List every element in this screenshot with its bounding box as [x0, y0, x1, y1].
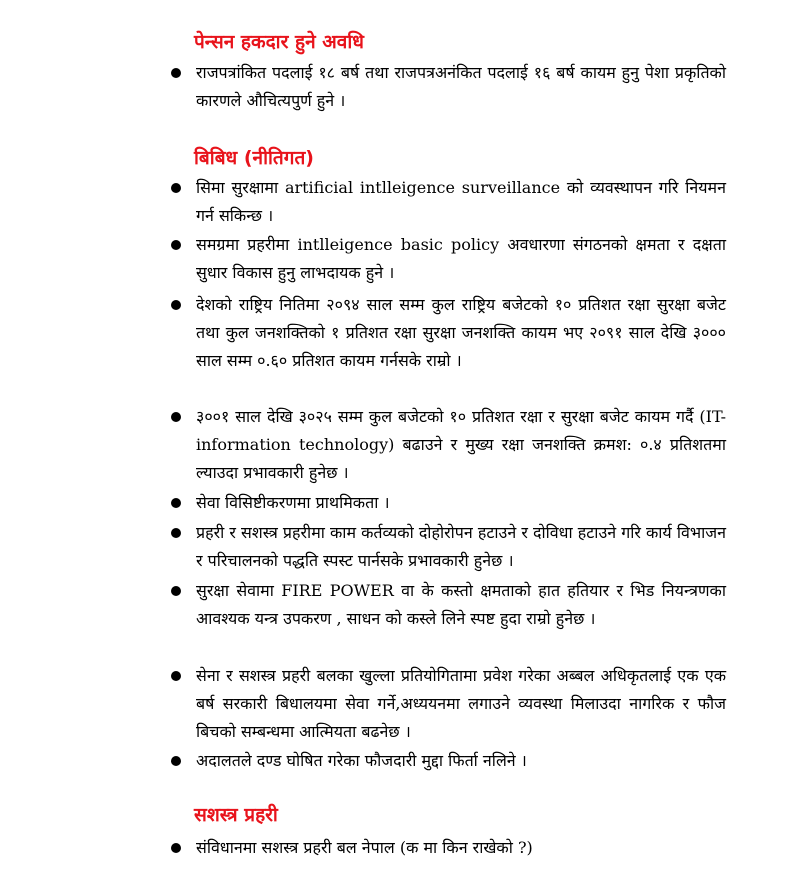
- bullet-icon: [171, 586, 181, 596]
- section-heading-armed-police: सशस्त्र प्रहरी: [194, 804, 278, 826]
- list-item: अदालतले दण्ड घोषित गरेका फौजदारी मुद्दा फिर्ता नलिने ।: [196, 751, 527, 770]
- list-item: प्रहरी र सशस्त्र प्रहरीमा काम कर्तव्यको दोहोरोपन हटाउने र दोविधा हटाउने गरि कार्य विभाजन र परिचालनको पद्धति स्पस्ट पार्नसके प्रभावकारी हुनेछ ।: [196, 523, 726, 570]
- bullet-icon: [171, 300, 181, 310]
- bullet-icon: [171, 412, 181, 422]
- bullet-icon: [171, 843, 181, 853]
- bullet-icon: [171, 756, 181, 766]
- list-item: सेवा विसिष्टीकरणमा प्राथमिकता ।: [196, 493, 390, 512]
- list-item: सुरक्षा सेवामा FIRE POWER वा के कस्तो क्षमताको हात हतियार र भिड नियन्त्रणका आवश्यक यन्त्र उपकरण , साधन को कस्ले लिने स्पष्ट हुदा राम्रो हुनेछ ।: [196, 581, 726, 628]
- list-item: सिमा सुरक्षामा artificial intlleigence surveillance को व्यवस्थापन गरि नियमन गर्न सकिन्छ ।: [196, 178, 726, 225]
- list-item: सेना र सशस्त्र प्रहरी बलका खुल्ला प्रतियोगितामा प्रवेश गरेका अब्बल अधिकृतलाई एक एक बर्ष सरकारी बिधालयमा सेवा गर्ने,अध्ययनमा लगाउने व्यवस्था मिलाउदा नागरिक र फौज बिचको सम्बन्धमा आत्मियता बढनेछ ।: [196, 666, 726, 741]
- bullet-icon: [171, 528, 181, 538]
- bullet-icon: [171, 240, 181, 250]
- section-heading-miscellaneous-policy: बिबिध (नीतिगत): [194, 147, 314, 169]
- bullet-icon: [171, 183, 181, 193]
- list-item: ३००१ साल देखि ३०२५ सम्म कुल बजेटको १० प्रतिशत रक्षा र सुरक्षा बजेट कायम गर्दै (IT- information technology) बढाउने र मुख्य रक्षा जनशक्ति क्रमश: ०.४ प्रतिशतमा ल्याउदा प्रभावकारी हुनेछ ।: [196, 407, 726, 482]
- bullet-icon: [171, 498, 181, 508]
- list-item: राजपत्रांकित पदलाई १८ बर्ष तथा राजपत्रअनंकित पदलाई १६ बर्ष कायम हुनु पेशा प्रकृतिको कारणले औचित्यपुर्ण हुने ।: [196, 63, 726, 110]
- list-item: देशको राष्ट्रिय नितिमा २०९४ साल सम्म कुल राष्ट्रिय बजेटको १० प्रतिशत रक्षा सुरक्षा बजेट तथा कुल जनशक्तिको १ प्रतिशत रक्षा सुरक्षा जनशक्ति कायम भए २०९१ साल देखि ३००० साल सम्म ०.६० प्रतिशत कायम गर्नसके राम्रो ।: [196, 295, 726, 370]
- list-item: समग्रमा प्रहरीमा intlleigence basic policy अवधारणा संगठनको क्षमता र दक्षता सुधार विकास हुनु लाभदायक हुने ।: [196, 235, 726, 282]
- bullet-icon: [171, 671, 181, 681]
- bullet-icon: [171, 68, 181, 78]
- list-item: संविधानमा सशस्त्र प्रहरी बल नेपाल (क मा किन राखेको ?): [196, 838, 533, 857]
- section-heading-pension: पेन्सन हकदार हुने अवधि: [194, 31, 364, 53]
